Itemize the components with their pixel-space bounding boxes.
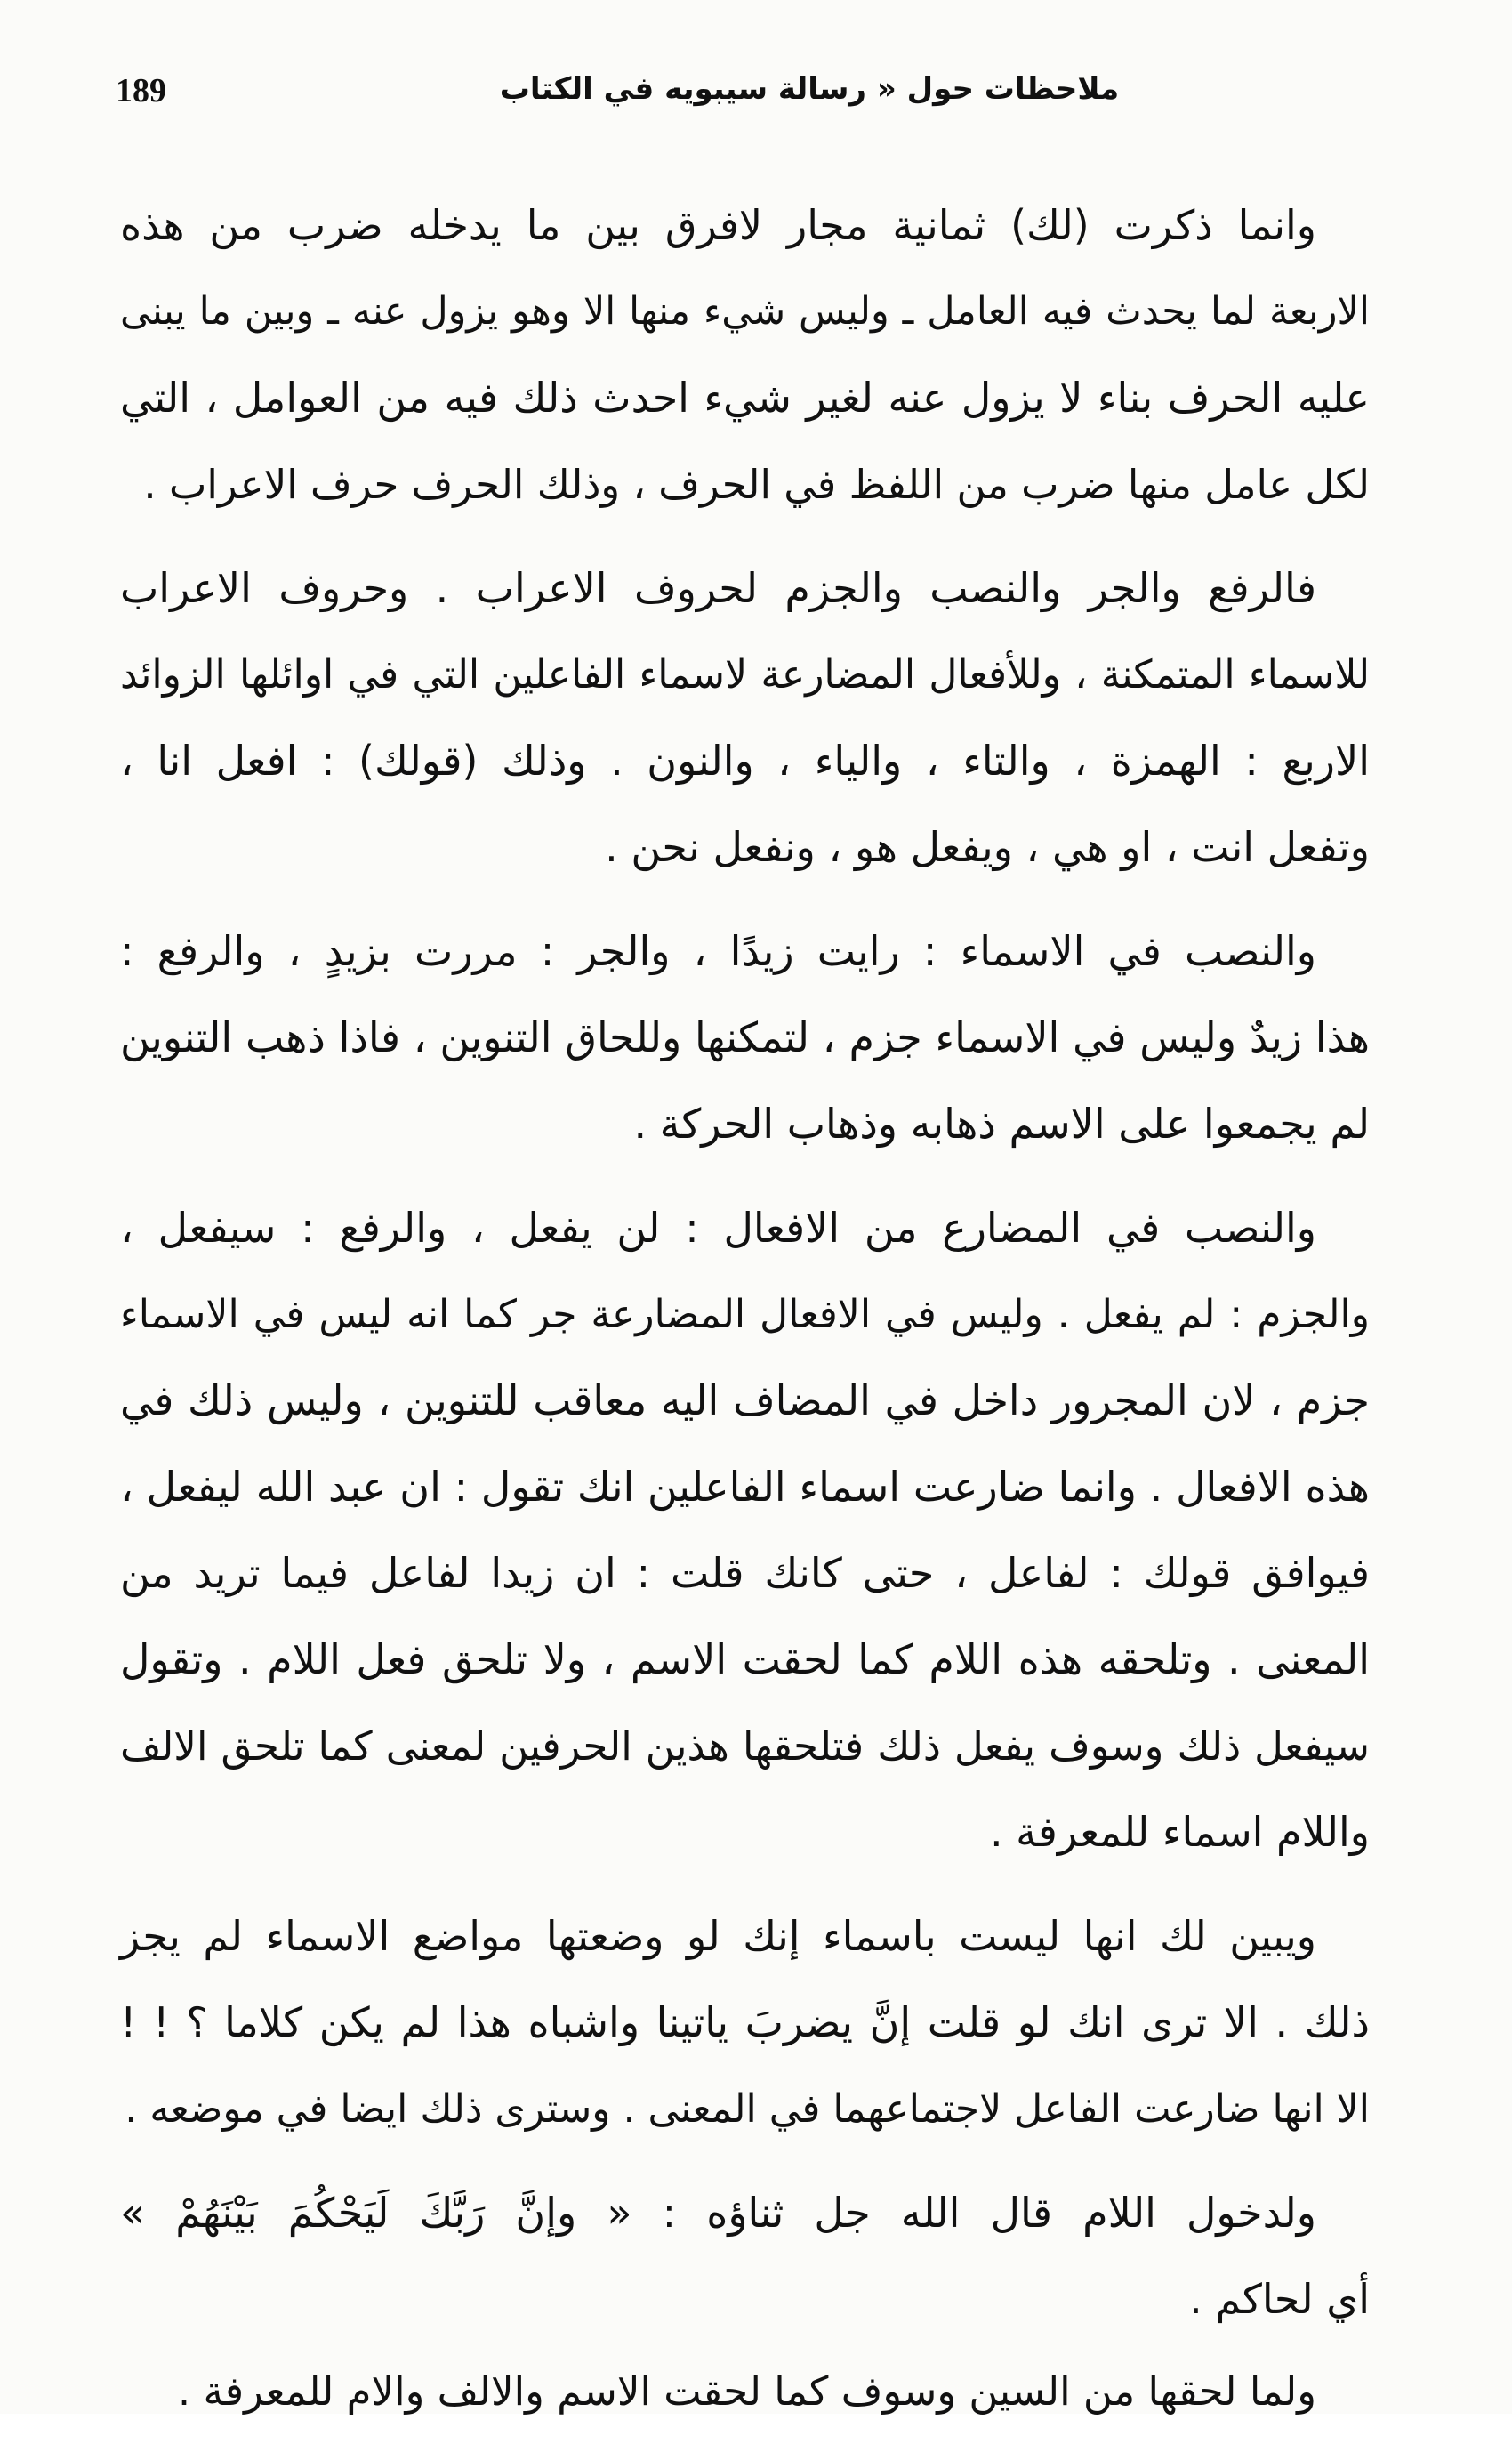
text-line: الاربع : الهمزة ، والتاء ، والياء ، والنون . وذلك (قولك) : افعل انا ، <box>120 737 1370 785</box>
text-line: الا انها ضارعت الفاعل لاجتماعهما في المعنى . وسترى ذلك ايضا في موضعه . <box>125 2086 1370 2132</box>
text-line: وانما ذكرت (لك) ثمانية مجار لافرق بين ما يدخله ضرب من هذه <box>120 201 1316 249</box>
paragraph-1 <box>120 182 1370 528</box>
text-line: لم يجمعوا على الاسم ذهابه وذهاب الحركة . <box>633 1100 1370 1148</box>
text-line: للاسماء المتمكنة ، وللأفعال المضارعة لاسماء الفاعلين التي في اوائلها الزوائد <box>120 652 1370 698</box>
text-line: جزم ، لان المجرور داخل في المضاف اليه معاقب للتنوين ، وليس ذلك في <box>120 1376 1370 1424</box>
text-line: هذا زيدٌ وليس في الاسماء جزم ، لتمكنها وللحاق التنوين ، فاذا ذهب التنوين <box>120 1013 1370 1061</box>
text-line: ولدخول اللام قال الله جل ثناؤه : « وإنَّ رَبَّكَ لَيَحْكُمَ بَيْنَهُمْ » <box>120 2189 1316 2237</box>
running-title: ملاحظات حول « رسالة سيبويه في الكتاب <box>499 71 1120 107</box>
text-line: والنصب في المضارع من الافعال : لن يفعل ، والرفع : سيفعل ، <box>120 1204 1316 1252</box>
text-line: سيفعل ذلك وسوف يفعل ذلك فتلحقها هذين الحرفين لمعنى كما تلحق الالف <box>120 1722 1370 1770</box>
text-line: واللام اسماء للمعرفة . <box>989 1808 1370 1856</box>
text-line: لكل عامل منها ضرب من اللفظ في الحرف ، وذلك الحرف حرف الاعراب . <box>143 461 1370 508</box>
paragraph-5 <box>120 1893 1370 2152</box>
text-line: ذلك . الا ترى انك لو قلت إنَّ يضربَ ياتينا واشباه هذا لم يكن كلاما ؟ ! ! <box>120 1998 1370 2046</box>
body-text <box>120 182 1370 2452</box>
text-line: ولما لحقها من السين وسوف كما لحقت الاسم والالف والام للمعرفة . <box>177 2367 1316 2415</box>
text-line: هذه الافعال . وانما ضارعت اسماء الفاعلين انك تقول : ان عبد الله ليفعل ، <box>120 1463 1370 1511</box>
text-line: فيوافق قولك : لفاعل ، حتى كانك قلت : ان زيدا لفاعل فيما تريد من <box>120 1549 1370 1597</box>
paragraph-3 <box>120 908 1370 1167</box>
paragraph-7 <box>120 2348 1370 2434</box>
paragraph-6 <box>120 2170 1370 2343</box>
text-line: المعنى . وتلحقه هذه اللام كما لحقت الاسم ، ولا تلحق فعل اللام . وتقول <box>120 1635 1370 1683</box>
text-line: والنصب في الاسماء : رايت زيدًا ، والجر : مررت بزيدٍ ، والرفع : <box>120 927 1316 975</box>
paragraph-4 <box>120 1185 1370 1875</box>
text-line: وتفعل انت ، او هي ، ويفعل هو ، ونفعل نحن . <box>605 823 1370 871</box>
page-number: 189 <box>116 72 166 109</box>
text-line: أي لحاكم . <box>1189 2275 1370 2323</box>
text-line: والجزم : لم يفعل . وليس في الافعال المضارعة جر كما انه ليس في الاسماء <box>120 1292 1370 1337</box>
paragraph-2 <box>120 545 1370 891</box>
text-line: الاربعة لما يحدث فيه العامل ـ وليس شيء منها الا وهو يزول عنه ـ وبين ما يبنى <box>120 289 1370 334</box>
running-header <box>116 71 1396 125</box>
text-line: عليه الحرف بناء لا يزول عنه لغير شيء احدث ذلك فيه من العوامل ، التي <box>120 374 1370 422</box>
text-line: فالرفع والجر والنصب والجزم لحروف الاعراب . وحروف الاعراب <box>120 564 1316 612</box>
text-line: ويبين لك انها ليست باسماء إنك لو وضعتها مواضع الاسماء لم يجز <box>120 1912 1316 1960</box>
